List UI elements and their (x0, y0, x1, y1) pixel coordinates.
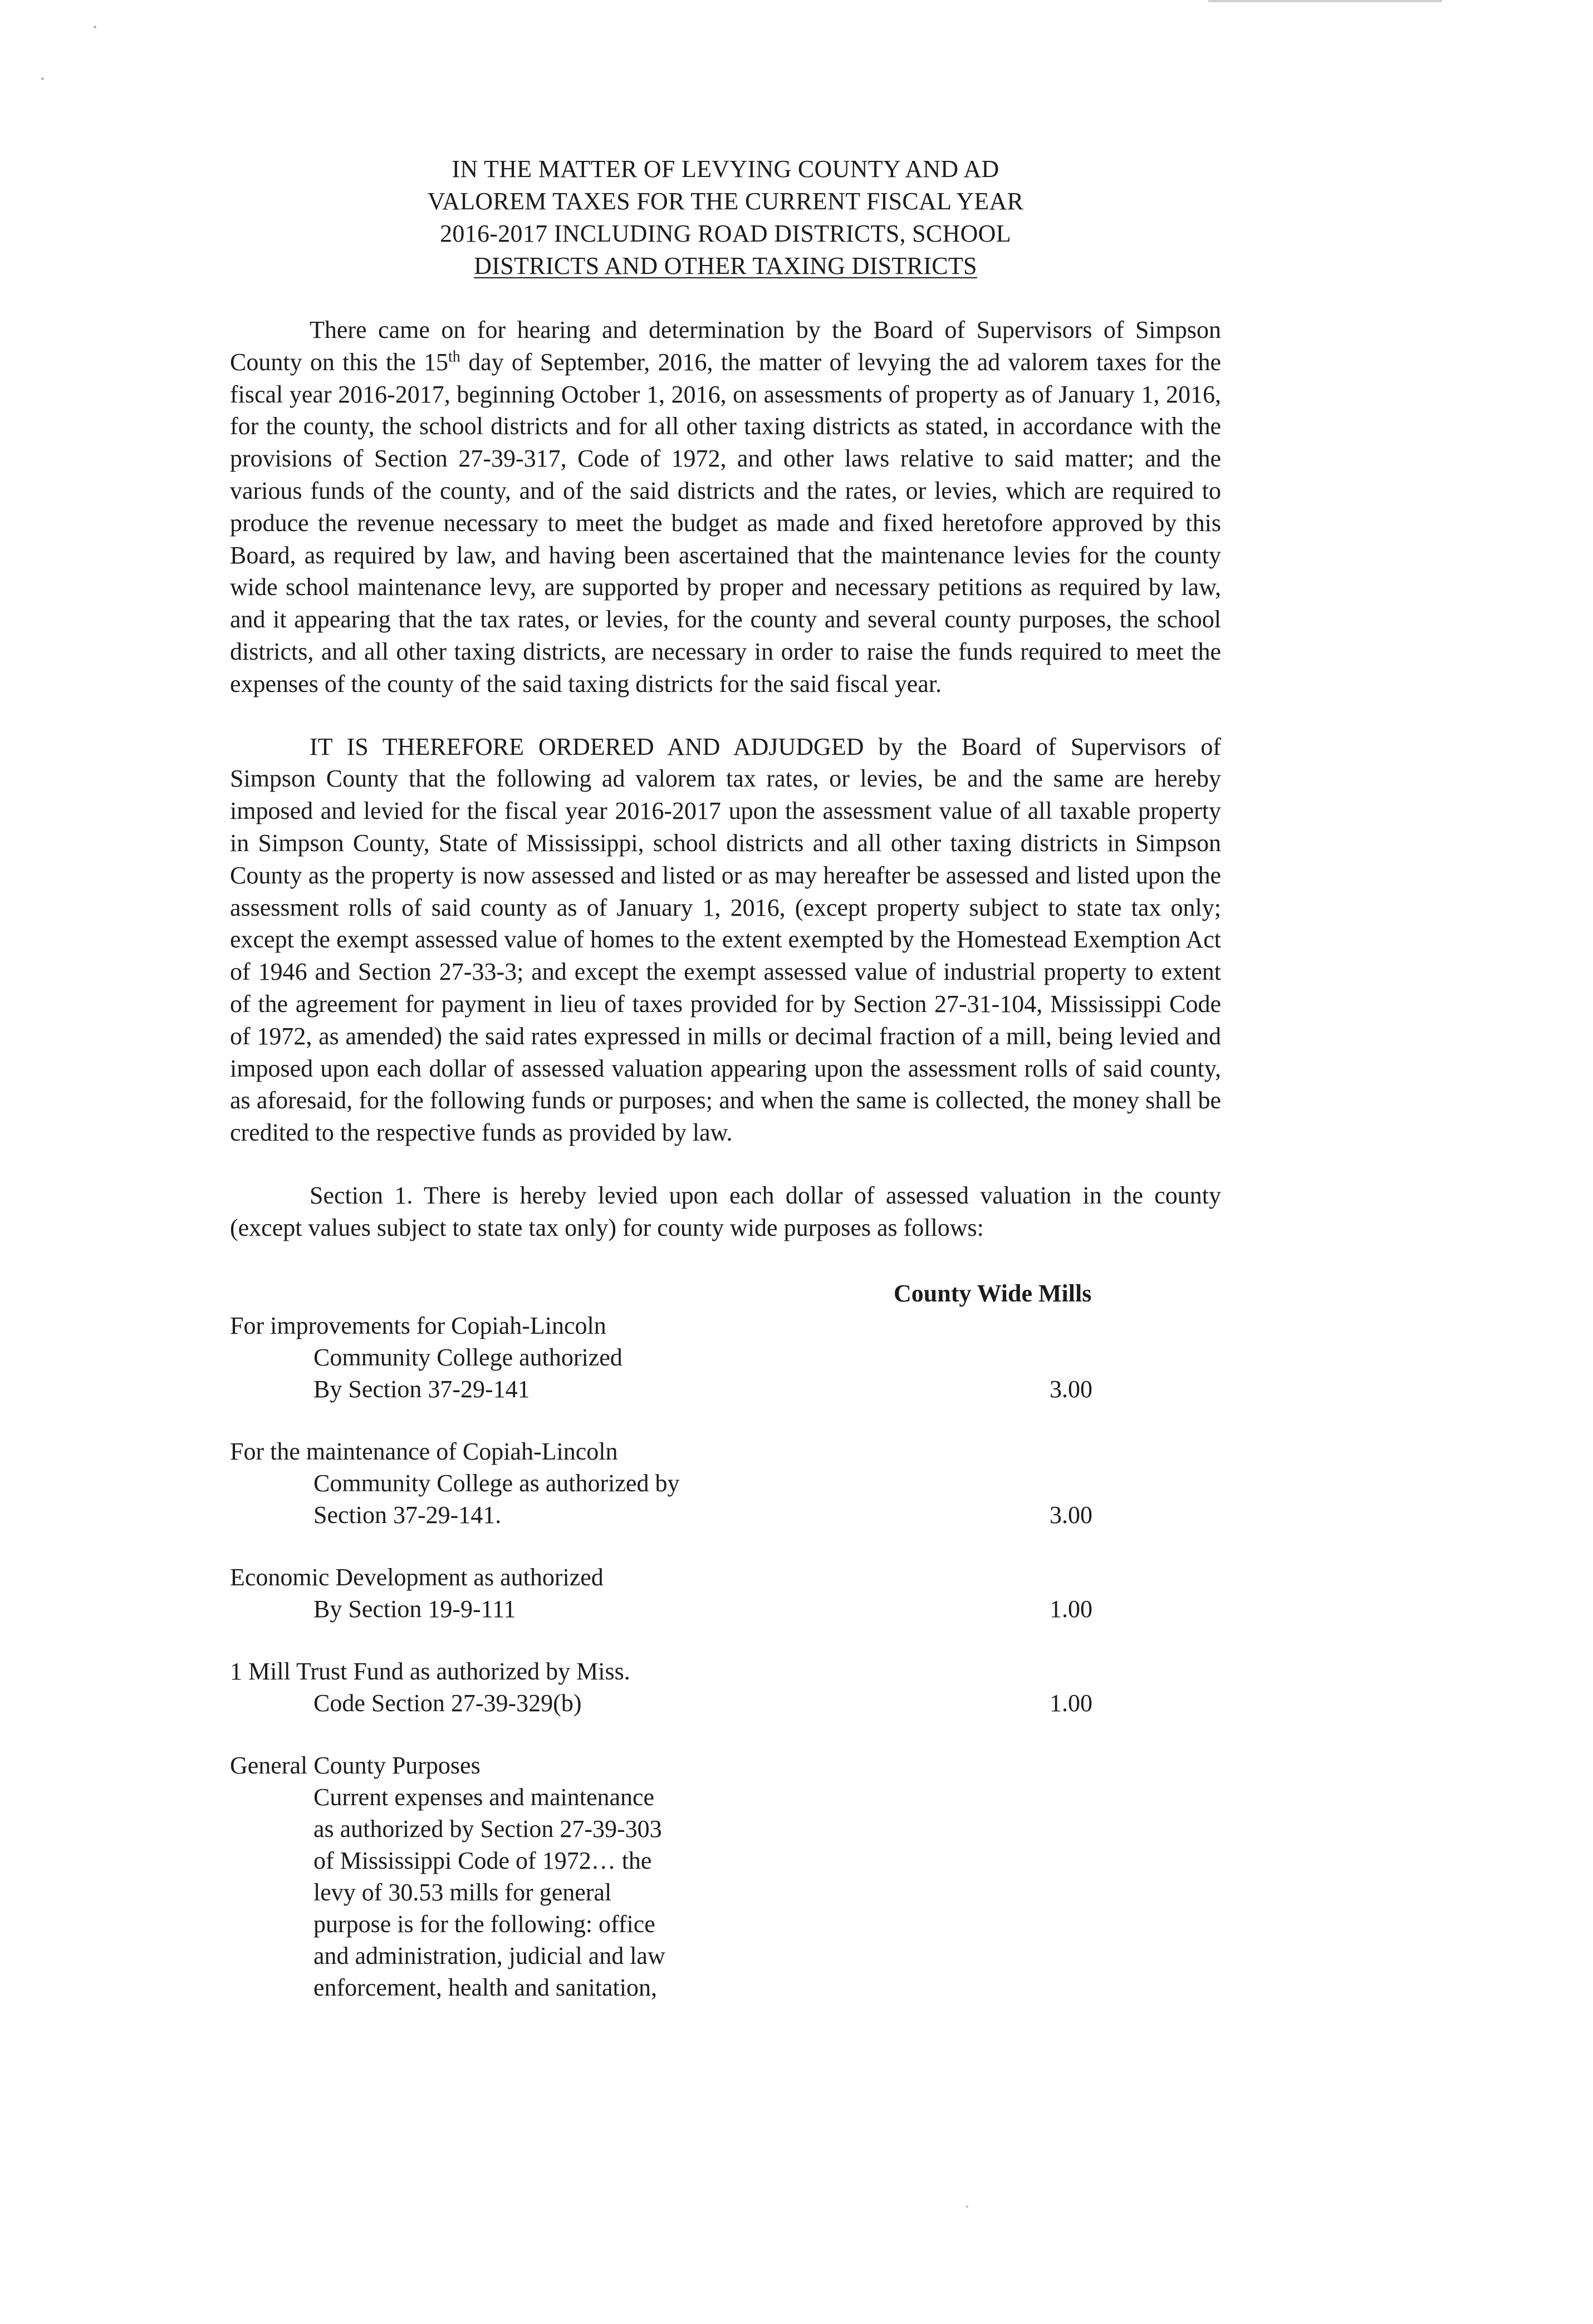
title-line-4: DISTRICTS AND OTHER TAXING DISTRICTS (474, 252, 977, 279)
levy-item-colin-maintenance (230, 1436, 1221, 1531)
levy-item-colin-improvements (230, 1310, 1221, 1405)
levy-mills-value: 3.00 (1050, 1501, 1092, 1529)
levy-item-trust-fund (230, 1655, 1221, 1719)
levy-item-general-county-purposes (230, 1750, 1221, 2003)
levy-column-header (230, 1278, 1221, 1310)
levy-description: Section 37-29-141. (313, 1501, 502, 1529)
levy-description: levy of 30.53 mills for general (313, 1878, 612, 1906)
levy-description: enforcement, health and sanitation, (313, 1973, 657, 2001)
levy-description: By Section 19-9-111 (313, 1595, 516, 1623)
scan-speck (94, 26, 96, 28)
levy-description: For improvements for Copiah-Lincoln (230, 1311, 606, 1339)
scan-speck (966, 2205, 968, 2208)
order-paragraph: IT IS THEREFORE ORDERED AND ADJUDGED by the Board of Supervisors of Simpson County that the following ad valorem tax rates, or levies, be and the same are hereby imposed and levied for the fiscal year 2016-2017 upon the assessment value of all taxable property in Simpson County, State of Mississippi, school districts and all other taxing districts in Simpson County as the property is now assessed and listed or as may hereafter be assessed and listed upon the assessment rolls of said county as of January 1, 2016, (except property subject to state tax only; except the exempt assessed value of homes to the extent exempted by the Homestead Exemption Act of 1946 and Section 27-33-3; and except the exempt assessed value of industrial property to extent of the agreement for payment in lieu of taxes provided for by Section 27-31-104, Mississippi Code of 1972, as amended) the said rates expressed in mills or decimal fraction of a mill, being levied and imposed upon each dollar of assessed valuation appearing upon the assessment rolls of said county, as aforesaid, for the following funds or purposes; and when the same is collected, the money shall be credited to the respective funds as provided by law. (230, 733, 1221, 1147)
levy-description: as authorized by Section 27-39-303 (313, 1815, 662, 1843)
hearing-text-rest: day of September, 2016, the matter of levying the ad valorem taxes for the fiscal year 2016-2017, beginning October 1, 2016, on assessments of property as of January 1, 2016, for the county, the school districts and for all other taxing districts as stated, in accordance with the provisions of Section 27-39-317, Code of 1972, and other laws relative to said matter; and the various funds of the county, and of the said districts and the rates, or levies, which are required to produce the revenue necessary to meet the budget as made and fixed heretofore approved by this Board, as required by law, and having been ascertained that the maintenance levies for the county wide school maintenance levy, are supported by proper and necessary petitions as required by law, and it appearing that the tax rates, or levies, for the county and several county purposes, the school districts, and all other taxing districts, are necessary in order to raise the funds required to meet the expenses of the county of the said taxing districts for the said fiscal year. (230, 348, 1221, 697)
levy-mills-value: 1.00 (1050, 1689, 1092, 1717)
county-wide-mills-heading: County Wide Mills (894, 1279, 1092, 1307)
ordinal-suffix: th (448, 348, 460, 366)
title-line-1: IN THE MATTER OF LEVYING COUNTY AND AD (452, 155, 999, 183)
levy-description: and administration, judicial and law (313, 1942, 665, 1969)
document-page (230, 153, 1221, 2003)
levy-description: Code Section 27-39-329(b) (313, 1689, 582, 1717)
scan-speck (41, 77, 44, 80)
title-line-2: VALOREM TAXES FOR THE CURRENT FISCAL YEAR (427, 188, 1024, 215)
levy-description: 1 Mill Trust Fund as authorized by Miss. (230, 1657, 630, 1685)
levy-description: Economic Development as authorized (230, 1563, 604, 1591)
section-1-paragraph: Section 1. There is hereby levied upon each dollar of assessed valuation in the county (except values subject to state tax only) for county wide purposes as follows: (230, 1181, 1221, 1241)
levy-description: By Section 37-29-141 (313, 1375, 530, 1403)
levy-description: Community College as authorized by (313, 1469, 680, 1497)
levy-description: Community College authorized (313, 1343, 623, 1371)
levy-list (230, 1310, 1221, 2003)
title-line-3: 2016-2017 INCLUDING ROAD DISTRICTS, SCHOOL (440, 220, 1011, 247)
levy-description: General County Purposes (230, 1751, 481, 1779)
levy-mills-value: 1.00 (1050, 1595, 1092, 1623)
hearing-text-start: There came on for hearing and determination by the Board of Supervisors of Simpson County on this the 15 (230, 316, 1221, 376)
scan-edge-line (1208, 0, 1442, 2)
levy-description: purpose is for the following: office (313, 1910, 655, 1938)
levy-item-economic-development (230, 1561, 1221, 1625)
levy-description: of Mississippi Code of 1972… the (313, 1846, 652, 1874)
levy-description: Current expenses and maintenance (313, 1783, 655, 1811)
hearing-paragraph (230, 314, 1221, 700)
levy-description: For the maintenance of Copiah-Lincoln (230, 1437, 618, 1465)
levy-mills-value: 3.00 (1050, 1375, 1092, 1403)
document-title (230, 153, 1221, 282)
